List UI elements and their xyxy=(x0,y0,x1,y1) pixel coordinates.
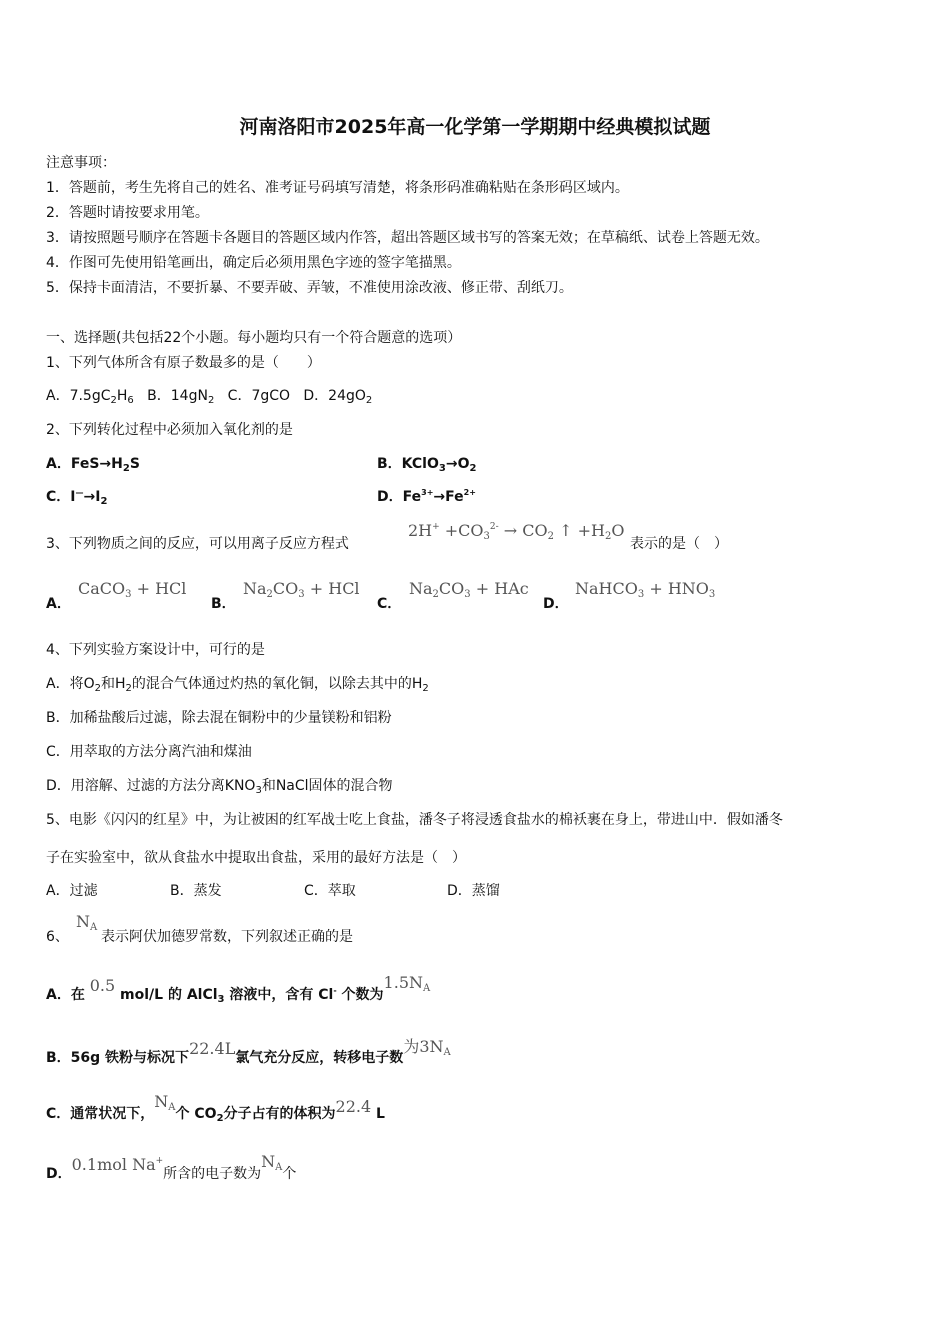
q6-avogadro-symbol: NA xyxy=(76,912,98,933)
q3-option-a-label: A． xyxy=(46,596,71,612)
q3-option-d: NaHCO3 + HNO3 xyxy=(575,579,716,600)
q4-option-a: A．将$O_2$和$H_2$的混合气体通过灼热的氧化铜，以除去其中的$H_2$ xyxy=(46,676,429,694)
q6-option-a: A．在 0.5 mol/L 的 AlCl$_3$ 溶液中，含有 Cl- 个数为1.5NA xyxy=(46,973,431,1005)
q2-option-b: B．$KClO_3\to O_2$ xyxy=(377,456,477,474)
q3-option-a: CaCO3 + HCl xyxy=(78,579,187,600)
q4-option-b: B．加稀盐酸后过滤，除去混在铜粉中的少量镁粉和铝粉 xyxy=(46,710,392,726)
q1-options xyxy=(46,385,372,406)
q3-option-c-label: C． xyxy=(377,596,402,612)
q1-option-c: C．7gCO xyxy=(227,388,291,404)
q1-stem: 1、下列气体所含有原子数最多的是（ ） xyxy=(46,355,321,371)
q1-option-a: A．$7.5gC_2H_6$ xyxy=(46,388,134,406)
q3-option-b-label: B． xyxy=(211,596,236,612)
q3-stem-post: 表示的是（ ） xyxy=(630,536,728,552)
q3-stem-pre: 3、下列物质之间的反应，可以用离子反应方程式 xyxy=(46,536,349,552)
notice-item-1: 1．答题前，考生先将自己的姓名、准考证号码填写清楚，将条形码准确粘贴在条形码区域内。 xyxy=(46,180,629,196)
q6-option-d: D．0.1mol Na+所含的电子数为NA个 xyxy=(46,1152,297,1182)
notice-item-5: 5．保持卡面清洁，不要折暴、不要弄破、弄皱，不准使用涂改液、修正带、刮纸刀。 xyxy=(46,280,573,296)
q5-stem-line-2: 子在实验室中，欲从食盐水中提取出食盐，采用的最好方法是（ ） xyxy=(46,850,466,866)
notice-item-3: 3．请按照题号顺序在答题卡各题目的答题区域内作答，超出答题区域书写的答案无效；在草稿纸、试卷上答题无效。 xyxy=(46,230,769,246)
q1-option-b: B．$14gN_2$ xyxy=(147,388,215,406)
q5-option-a: A．过滤 xyxy=(46,883,98,899)
q3-option-b: Na2CO3 + HCl xyxy=(243,579,360,600)
q4-option-c: C．用萃取的方法分离汽油和煤油 xyxy=(46,744,252,760)
notice-item-2: 2．答题时请按要求用笔。 xyxy=(46,205,209,221)
notice-heading: 注意事项： xyxy=(46,155,116,171)
q1-option-d: D．$24gO_2$ xyxy=(303,388,373,406)
q4-stem: 4、下列实验方案设计中，可行的是 xyxy=(46,642,265,658)
q5-stem-line-1: 5、电影《闪闪的红星》中，为让被困的红军战士吃上食盐，潘冬子将浸透食盐水的棉袄裹在身上，带进山中．假如潘冬 xyxy=(46,812,783,828)
q3-ionic-equation: $2H^+ +CO3^{2-} \to CO2$ ↑ +H2O xyxy=(408,521,625,542)
q5-option-b: B．蒸发 xyxy=(170,883,222,899)
q2-option-c: C．$I^—\to I_2$ xyxy=(46,488,108,507)
q4-option-d: D．用溶解、过滤的方法分离$KNO_3$和NaCl固体的混合物 xyxy=(46,778,393,796)
q5-option-d: D．蒸馏 xyxy=(447,883,500,899)
q6-stem: 表示阿伏加德罗常数，下列叙述正确的是 xyxy=(101,929,353,945)
page-title: 河南洛阳市2025年高一化学第一学期期中经典模拟试题 xyxy=(239,116,711,138)
q2-option-a: A．$FeS\to H_2S$ xyxy=(46,456,140,474)
q6-option-c: C．通常状况下，NA个 $CO_2$分子占有的体积为22.4 L xyxy=(46,1092,385,1124)
notice-item-4: 4．作图可先使用铅笔画出，确定后必须用黑色字迹的签字笔描黑。 xyxy=(46,255,461,271)
q3-option-c: Na2CO3 + HAc xyxy=(409,579,529,600)
q2-stem: 2、下列转化过程中必须加入氧化剂的是 xyxy=(46,422,293,438)
q6-number: 6、 xyxy=(46,929,69,945)
section-heading: 一、选择题(共包括22个小题。每小题均只有一个符合题意的选项） xyxy=(46,330,462,346)
q3-option-d-label: D． xyxy=(543,596,569,612)
q2-option-d: D．$Fe^{3+}\to Fe^{2+}$ xyxy=(377,488,476,505)
q6-option-b: B．56g 铁粉与标况下22.4L氯气充分反应，转移电子数为3NA xyxy=(46,1037,451,1066)
q5-option-c: C．萃取 xyxy=(304,883,356,899)
